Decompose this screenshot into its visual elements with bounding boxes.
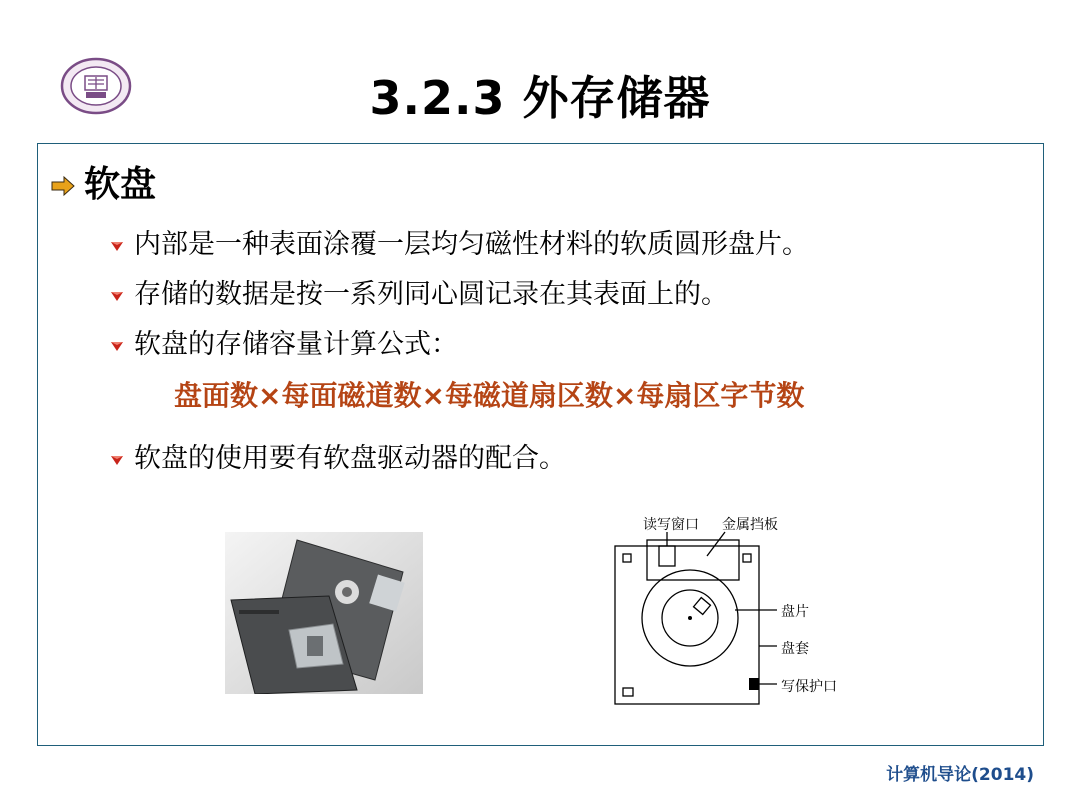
section-heading-text: 软盘 bbox=[84, 164, 157, 205]
slide-title: 3.2.3 外存储器 bbox=[369, 71, 711, 125]
capacity-formula: 盘面数×每面磁道数×每磁道扇区数×每扇区字节数 bbox=[174, 379, 805, 412]
bullet-text: 软盘的存储容量计算公式： bbox=[134, 329, 458, 360]
label-jacket: 盘套 bbox=[781, 641, 809, 657]
floppy-disk-photo bbox=[225, 532, 423, 694]
orange-arrow-icon bbox=[50, 175, 76, 197]
label-write-protect: 写保护口 bbox=[781, 679, 837, 695]
footer-course: 计算机导论(2014) bbox=[886, 765, 1034, 785]
red-bullet-icon bbox=[108, 451, 126, 469]
label-metal-shutter: 金属挡板 bbox=[722, 517, 778, 533]
red-bullet-icon bbox=[108, 337, 126, 355]
bullet-item bbox=[108, 272, 728, 311]
bullet-text: 软盘的使用要有软盘驱动器的配合。 bbox=[134, 443, 566, 474]
bullet-item bbox=[108, 222, 809, 261]
bullet-text: 内部是一种表面涂覆一层均匀磁性材料的软质圆形盘片。 bbox=[134, 229, 809, 260]
red-bullet-icon bbox=[108, 237, 126, 255]
label-read-write-window: 读写窗口 bbox=[643, 517, 699, 533]
section-heading bbox=[50, 156, 156, 207]
bullet-item bbox=[108, 322, 458, 361]
label-disk: 盘片 bbox=[781, 604, 809, 620]
bullet-text: 存储的数据是按一系列同心圆记录在其表面上的。 bbox=[134, 279, 728, 310]
red-bullet-icon bbox=[108, 287, 126, 305]
bullet-item bbox=[108, 436, 566, 475]
